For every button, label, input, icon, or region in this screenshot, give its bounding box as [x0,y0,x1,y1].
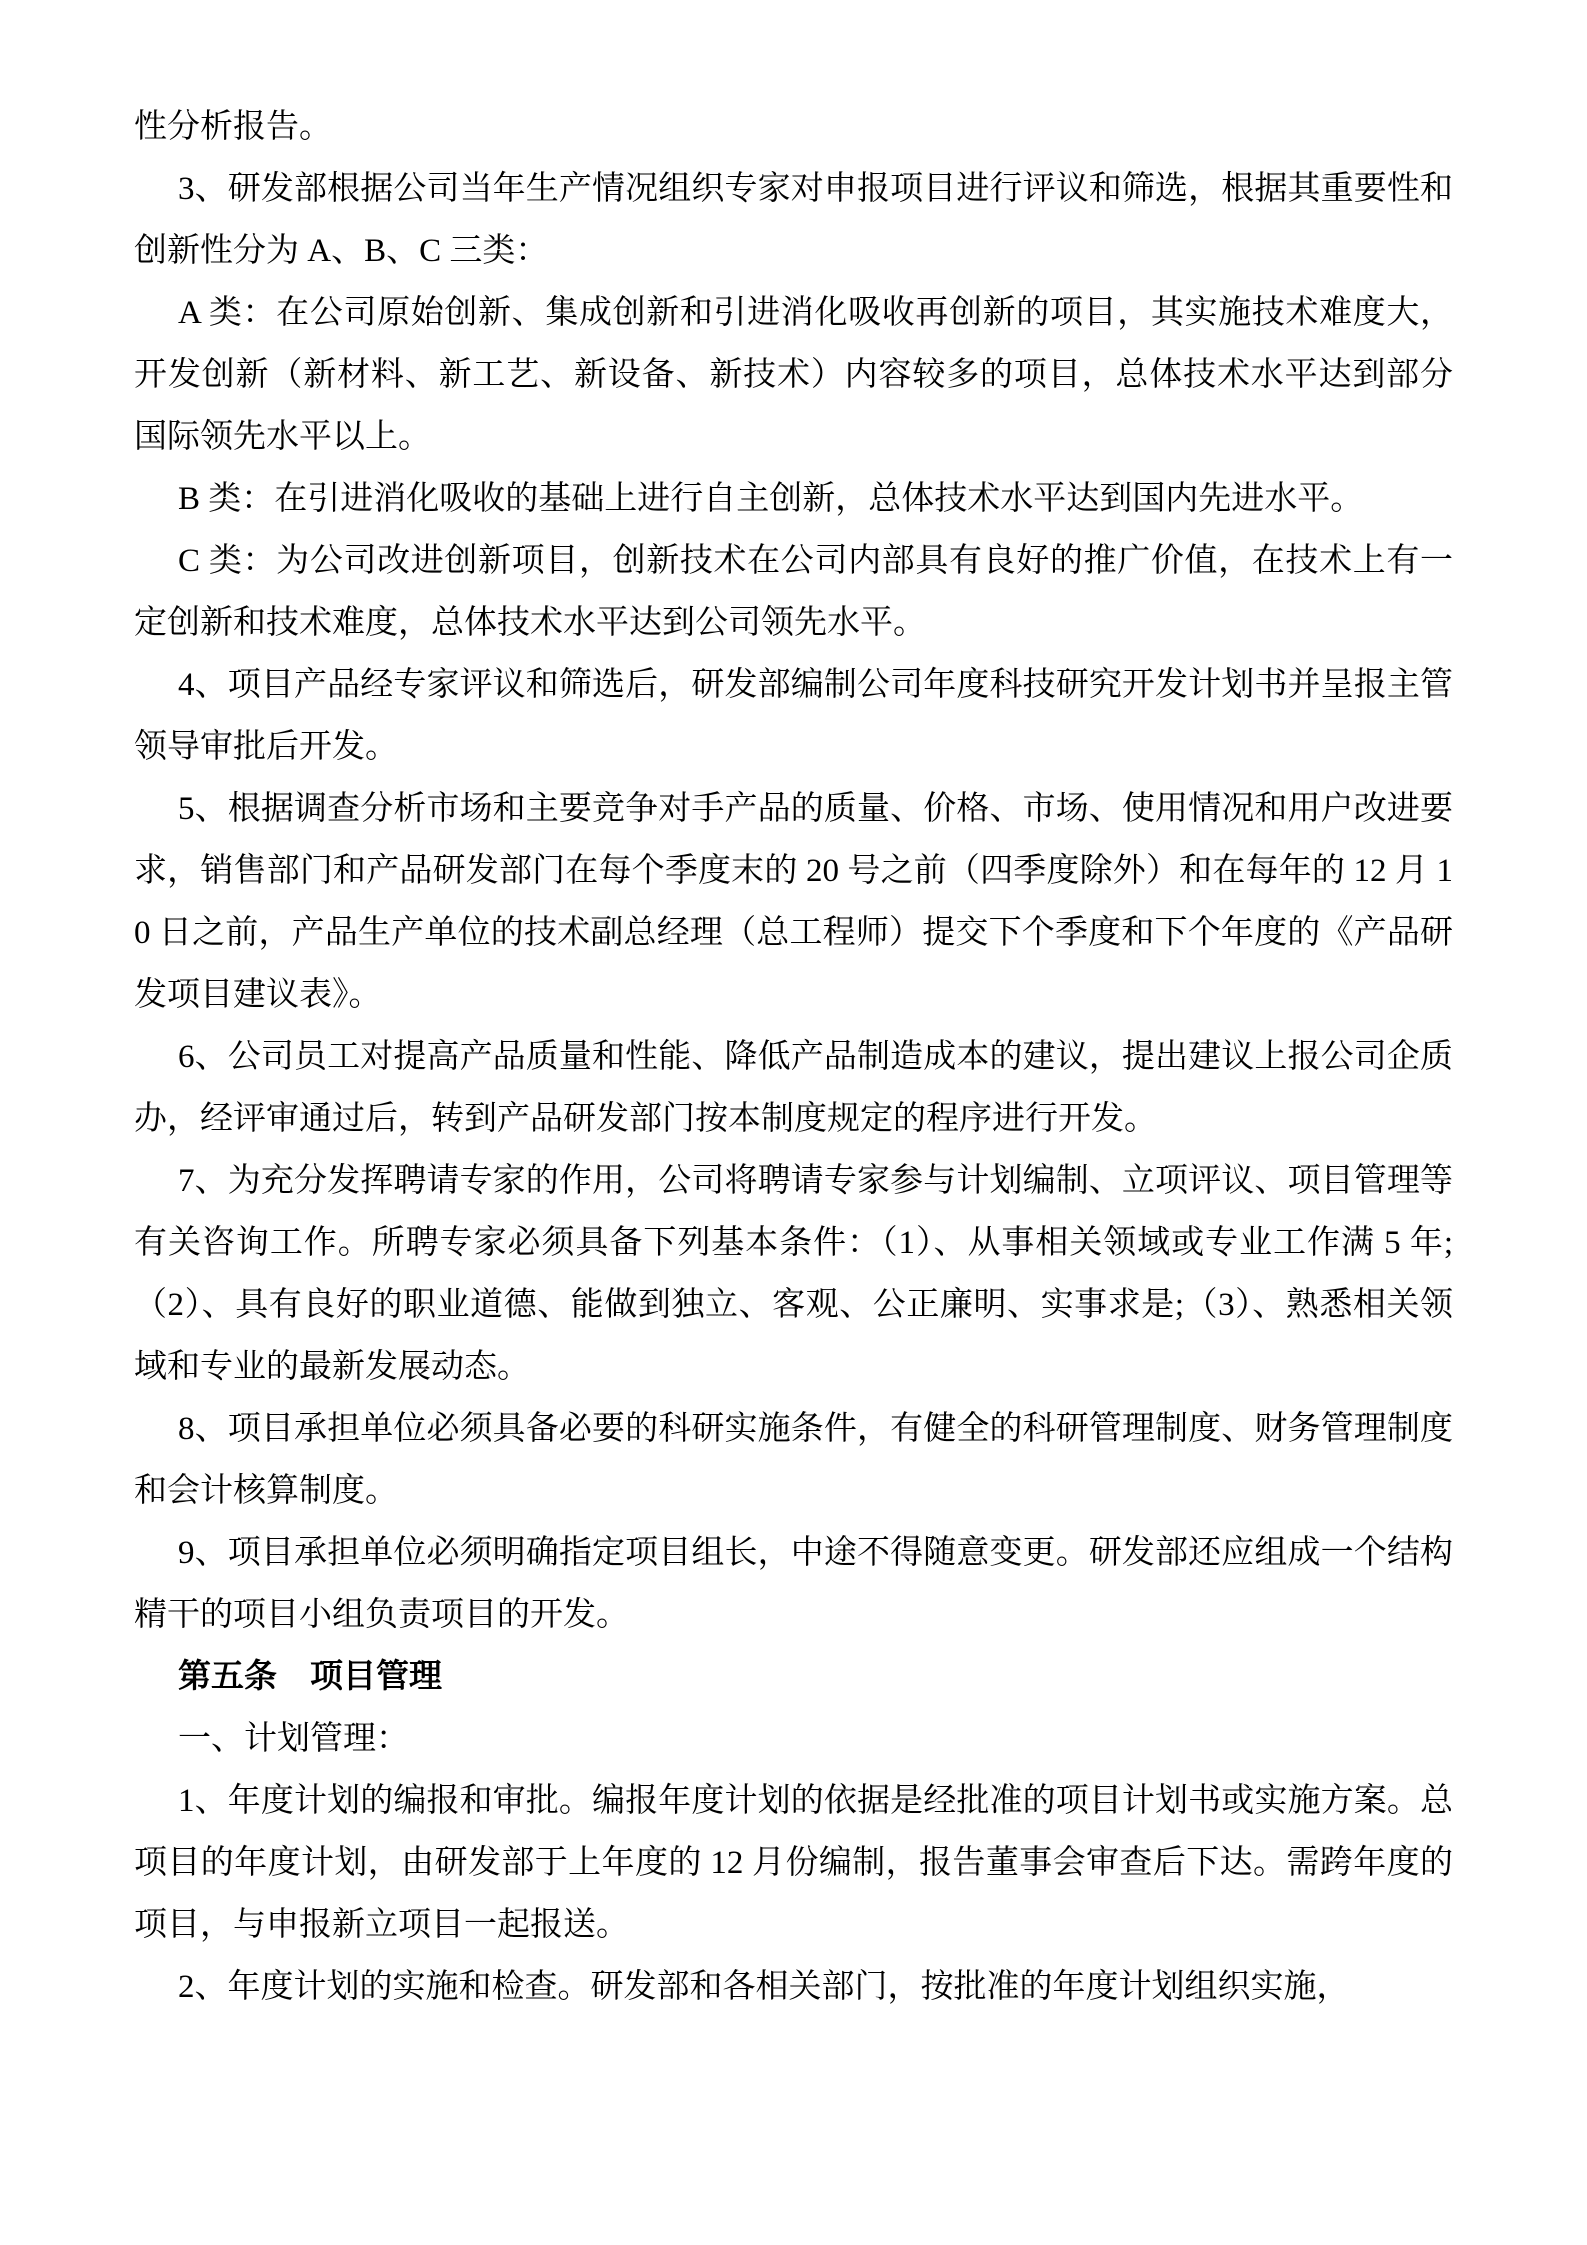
paragraph: 7、为充分发挥聘请专家的作用，公司将聘请专家参与计划编制、立项评议、项目管理等有关咨询工作。所聘专家必须具备下列基本条件：（1）、从事相关领域或专业工作满 5 年;（2）、具有良好的职业道德、能做到独立、客观、公正廉明、实事求是;（3）、熟悉相关领域和专业的最新发展动态。 [134,1163,1453,1385]
paragraph: 8、项目承担单位必须具备必要的科研实施条件，有健全的科研管理制度、财务管理制度和会计核算制度。 [134,1411,1453,1509]
paragraph: A 类：在公司原始创新、集成创新和引进消化吸收再创新的项目，其实施技术难度大，开发创新（新材料、新工艺、新设备、新技术）内容较多的项目，总体技术水平达到部分国际领先水平以上。 [134,295,1453,455]
paragraph: 6、公司员工对提高产品质量和性能、降低产品制造成本的建议，提出建议上报公司企质办，经评审通过后，转到产品研发部门按本制度规定的程序进行开发。 [134,1039,1453,1137]
paragraph: 1、年度计划的编报和审批。编报年度计划的依据是经批准的项目计划书或实施方案。总项目的年度计划，由研发部于上年度的 12 月份编制，报告董事会审查后下达。需跨年度的项目，与申报新立项目一起报送。 [134,1783,1453,1943]
paragraph: 4、项目产品经专家评议和筛选后，研发部编制公司年度科技研究开发计划书并呈报主管领导审批后开发。 [134,667,1453,765]
paragraph: C 类：为公司改进创新项目，创新技术在公司内部具有良好的推广价值，在技术上有一定创新和技术难度，总体技术水平达到公司领先水平。 [134,543,1453,641]
document-body [134,96,1453,2018]
section-heading: 第五条 项目管理 [178,1659,442,1695]
paragraph: 性分析报告。 [134,109,332,145]
paragraph: 3、研发部根据公司当年生产情况组织专家对申报项目进行评议和筛选，根据其重要性和创新性分为 A、B、C 三类： [134,171,1453,269]
paragraph: B 类：在引进消化吸收的基础上进行自主创新，总体技术水平达到国内先进水平。 [178,481,1364,517]
paragraph: 9、项目承担单位必须明确指定项目组长，中途不得随意变更。研发部还应组成一个结构精干的项目小组负责项目的开发。 [134,1535,1453,1633]
paragraph: 5、根据调查分析市场和主要竞争对手产品的质量、价格、市场、使用情况和用户改进要求，销售部门和产品研发部门在每个季度末的 20 号之前（四季度除外）和在每年的 12 月 10 日之前，产品生产单位的技术副总经理（总工程师）提交下个季度和下个年度的《产品研发项目建议表》。 [134,791,1453,1013]
paragraph: 2、年度计划的实施和检查。研发部和各相关部门，按批准的年度计划组织实施， [178,1969,1350,2005]
paragraph: 一、计划管理： [178,1721,409,1757]
